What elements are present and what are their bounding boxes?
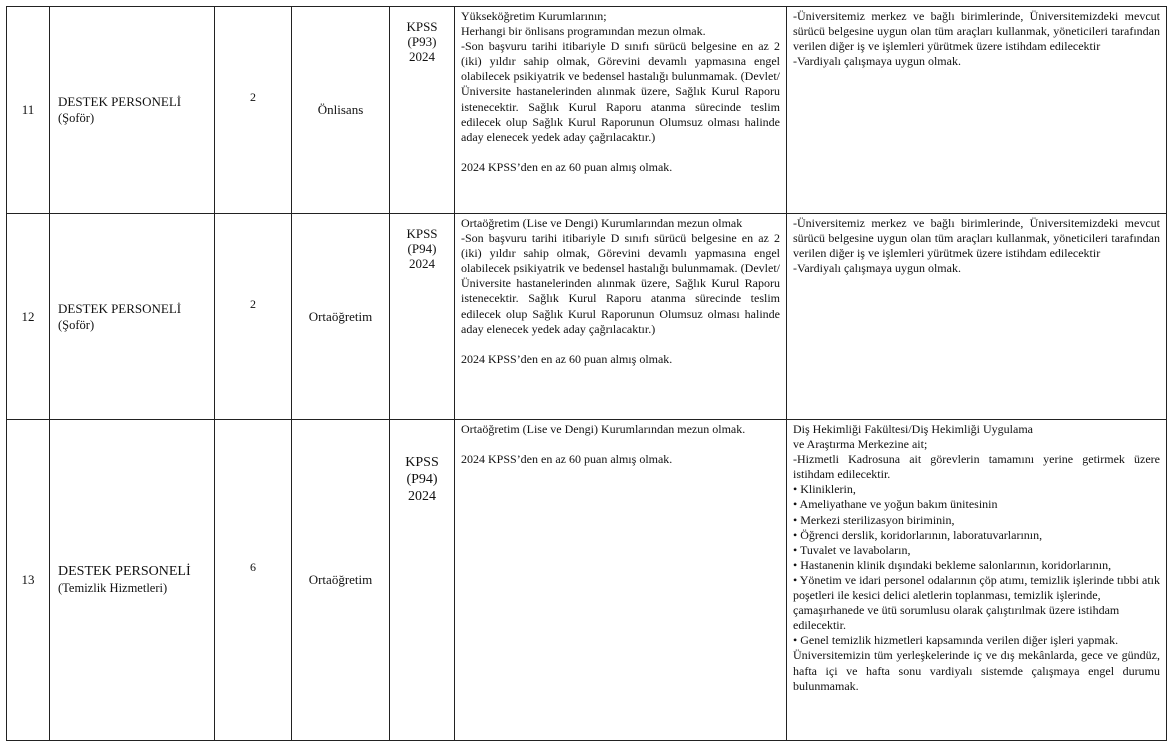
bullet-item: • Ameliyathane ve yoğun bakım ünitesinin [793, 497, 998, 512]
requirement-text: 2024 KPSS’den en az 60 puan almış olmak. [461, 159, 673, 174]
row-number: 11 [7, 7, 50, 214]
notes-cell [787, 7, 1167, 214]
bullet-item: • Tuvalet ve lavaboların, [793, 542, 911, 557]
education-level: Ortaöğretim [292, 214, 390, 420]
note-text: -Vardiyalı çalışmaya uygun olmak. [793, 54, 961, 69]
position-cell [50, 420, 215, 741]
kpss-type: (P93) [407, 34, 437, 49]
note-text: -Vardiyalı çalışmaya uygun olmak. [793, 261, 961, 276]
requirements-cell [455, 420, 787, 741]
count-value: 6 [250, 560, 256, 575]
requirement-text: Ortaöğretim (Lise ve Dengi) Kurumlarından mezun olmak. [461, 422, 746, 436]
note-text: Üniversitemizin tüm yerleşkelerinde iç ve dış mekânlarda, gece ve gündüz, hafta içi ve hafta sonu vardiyalı sistemde çalışmaya engel durumu bulunmamak. [793, 648, 1160, 693]
kpss-label: KPSS [406, 226, 438, 241]
bullet-item: • Yönetim ve idari personel odalarının çöp atımı, temizlik işlerinde tıbbi atık poşetleri ile kesici delici aletlerin toplanması, temizlik işlerinde, çamaşırhanede ve ütü sorumlusu olarak çalıştırılmak üzere istihdam edilecektir. [793, 572, 1160, 633]
bullet-item: • Öğrenci derslik, koridorlarının, laboratuvarlarının, [793, 527, 1043, 542]
notes-cell [787, 214, 1167, 420]
position-title: DESTEK PERSONELİ [58, 94, 182, 109]
position-cell [50, 7, 215, 214]
bullet-item: • Genel temizlik hizmetleri kapsamında verilen diğer işleri yapmak. [793, 633, 1119, 648]
position-count [215, 420, 292, 741]
position-title: DESTEK PERSONELİ [58, 564, 191, 579]
kpss-label: KPSS [406, 19, 438, 34]
requirement-text: Yükseköğretim Kurumlarının; [461, 9, 607, 23]
position-subtitle: (Şoför) [58, 317, 95, 332]
table-row [7, 7, 1167, 214]
positions-table [6, 6, 1167, 741]
note-text: -Üniversitemiz merkez ve bağlı birimlerinde, Üniversitemizdeki mevcut sürücü belgesine uygun olan tüm araçları kullanmak, yöneticileri tarafından verilen diğer iş ve işlemleri yürütmek üzere istihdam edilecektir [793, 9, 1160, 54]
requirements-cell [455, 214, 787, 420]
requirements-cell [455, 7, 787, 214]
bullet-item: • Kliniklerin, [793, 482, 856, 497]
kpss-label: KPSS [405, 455, 439, 470]
row-number: 13 [7, 420, 50, 741]
table-row [7, 214, 1167, 420]
position-title: DESTEK PERSONELİ [58, 300, 182, 316]
requirement-text: -Son başvuru tarihi itibariyle D sınıfı sürücü belgesine en az 2 (iki) yıldır sahip olmak, Görevini devamlı yapmasına engel olabilecek psikiyatrik ve bedensel hastalığı bulunmamak. (Devlet/Üniversite hastanelerinden alınmak üzere, Sağlık Kurul Raporu istenecektir. Sağlık Kurul Raporu atanma sürecinde teslim edilecek olup Sağlık Kurul Raporunun Olumsuz olması halinde aday elenecek yedek aday çağrılacaktır.) [461, 231, 780, 336]
requirement-text: -Son başvuru tarihi itibariyle D sınıfı sürücü belgesine en az 2 (iki) yıldır sahip olmak, Görevini devamlı yapmasına engel olabilecek psikiyatrik ve bedensel hastalığı bulunmamak. (Devlet/Üniversite hastanelerinden alınmak üzere, Sağlık Kurul Raporu istenecektir. Sağlık Kurul Raporu atanma sürecinde teslim edilecek olup Sağlık Kurul Raporunun Olumsuz olması halinde aday elenecek yedek aday çağrılacaktır.) [461, 39, 780, 144]
kpss-cell [390, 214, 455, 420]
kpss-cell [390, 7, 455, 214]
bullet-item: • Hastanenin klinik dışındaki bekleme salonlarının, koridorlarının, [793, 557, 1112, 572]
kpss-type: (P94) [407, 241, 437, 256]
row-number: 12 [7, 214, 50, 420]
count-value: 2 [250, 296, 256, 311]
count-value: 2 [250, 90, 256, 105]
education-level: Önlisans [292, 7, 390, 214]
kpss-type: (P94) [406, 472, 438, 487]
requirement-text: Herhangi bir önlisans programından mezun olmak. [461, 24, 706, 39]
position-cell [50, 214, 215, 420]
note-text: ve Araştırma Merkezine ait; [793, 437, 928, 452]
kpss-year: 2024 [409, 49, 435, 64]
bullet-item: • Merkezi sterilizasyon biriminin, [793, 512, 955, 527]
position-subtitle: (Temizlik Hizmetleri) [58, 581, 168, 595]
kpss-cell [390, 420, 455, 741]
position-count [215, 7, 292, 214]
requirement-text: 2024 KPSS’den en az 60 puan almış olmak. [461, 351, 673, 366]
position-count [215, 214, 292, 420]
education-level: Ortaöğretim [292, 420, 390, 741]
position-subtitle: (Şoför) [58, 111, 95, 125]
requirement-text: 2024 KPSS’den en az 60 puan almış olmak. [461, 452, 673, 467]
kpss-year: 2024 [408, 489, 436, 504]
note-text: -Hizmetli Kadrosuna ait görevlerin tamamını yerine getirmek üzere istihdam edilecektir. [793, 452, 1160, 482]
kpss-year: 2024 [409, 256, 435, 271]
note-text: Diş Hekimliği Fakültesi/Diş Hekimliği Uygulama [793, 422, 1033, 436]
table-row [7, 420, 1167, 741]
note-text: -Üniversitemiz merkez ve bağlı birimlerinde, Üniversitemizdeki mevcut sürücü belgesine uygun olan tüm araçları kullanmak, yöneticileri tarafından verilen diğer iş ve işlemleri yürütmek üzere istihdam edilecektir [793, 216, 1160, 261]
notes-cell [787, 420, 1167, 741]
requirement-text: Ortaöğretim (Lise ve Dengi) Kurumlarından mezun olmak [461, 216, 743, 230]
